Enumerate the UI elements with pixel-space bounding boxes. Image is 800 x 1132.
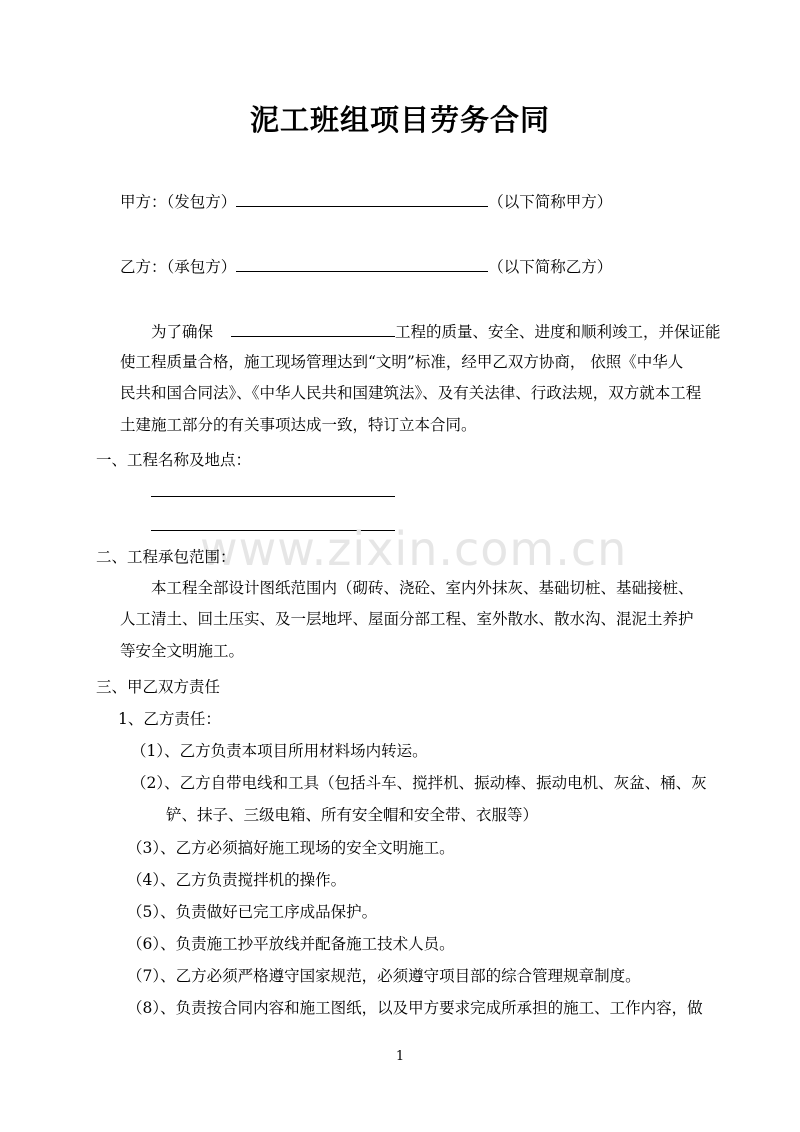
intro-line-1 <box>151 320 721 343</box>
duty-item: （2）、乙方自带电线和工具（包括斗车、搅拌机、振动棒、振动电机、灰盆、桶、灰 <box>131 774 707 792</box>
section-3-sub-1: 1、乙方责任： <box>118 710 221 728</box>
duty-item: （4）、乙方负责搅拌机的操作。 <box>127 871 347 889</box>
section-2-line-1: 本工程全部设计图纸范围内（砌砖、浇砼、室内外抹灰、基础切桩、基础接桩、 <box>151 579 694 597</box>
party-a-suffix: （以下简称甲方） <box>488 193 613 211</box>
watermark: www.zixin.com.cn <box>200 522 628 576</box>
section-3-heading: 三、甲乙双方责任 <box>96 678 221 696</box>
section-2-line-3: 等安全文明施工。 <box>120 642 245 660</box>
intro-suffix: 工程的质量、安全、进度和顺利竣工，并保证能 <box>395 323 721 341</box>
section-2-line-2: 人工清土、回土压实、及一层地坪、屋面分部工程、室外散水、散水沟、混泥土养护 <box>120 610 694 628</box>
duty-item-continued: 铲、抹子、三级电箱、所有安全帽和安全带、衣服等） <box>166 806 539 824</box>
duty-item: （6）、负责施工抄平放线并配备施工技术人员。 <box>127 935 455 953</box>
party-a-blank <box>236 190 488 207</box>
party-b-blank <box>236 255 488 272</box>
party-b-line <box>120 255 612 278</box>
duty-item: （7）、乙方必须严格遵守国家规范，必须遵守项目部的综合管理规章制度。 <box>127 967 641 985</box>
duty-item: （8）、负责按合同内容和施工图纸，以及甲方要求完成所承担的施工、工作内容，做 <box>127 999 703 1017</box>
duty-item: （3）、乙方必须搞好施工现场的安全文明施工。 <box>127 839 455 857</box>
duty-item: （5）、负责做好已完工序成品保护。 <box>127 903 378 921</box>
intro-line-3: 民共和国合同法》、《中华人民共和国建筑法》、及有关法律、行政法规，双方就本工程 <box>120 384 702 402</box>
section-2-heading: 二、工程承包范围： <box>96 548 236 566</box>
intro-line-4: 土建施工部分的有关事项达成一致，特订立本合同。 <box>120 416 477 434</box>
duty-item: （1）、乙方负责本项目所用材料场内转运。 <box>131 742 428 760</box>
party-a-line <box>120 190 612 213</box>
project-name-blank <box>231 320 395 337</box>
party-b-suffix: （以下简称乙方） <box>488 258 613 276</box>
party-b-label: 乙方：（承包方） <box>120 258 237 276</box>
page-title: 泥工班组项目劳务合同 <box>249 103 550 137</box>
party-a-label: 甲方：（发包方） <box>120 193 237 211</box>
section-1-heading: 一、工程名称及地点： <box>96 451 252 469</box>
intro-prefix: 为了确保 <box>151 323 214 341</box>
project-name-rule <box>151 496 395 497</box>
page-number: 1 <box>395 1049 405 1064</box>
intro-line-2: 使工程质量合格，施工现场管理达到“文明”标准，经甲乙双方协商， 依照《中华人 <box>120 353 684 371</box>
